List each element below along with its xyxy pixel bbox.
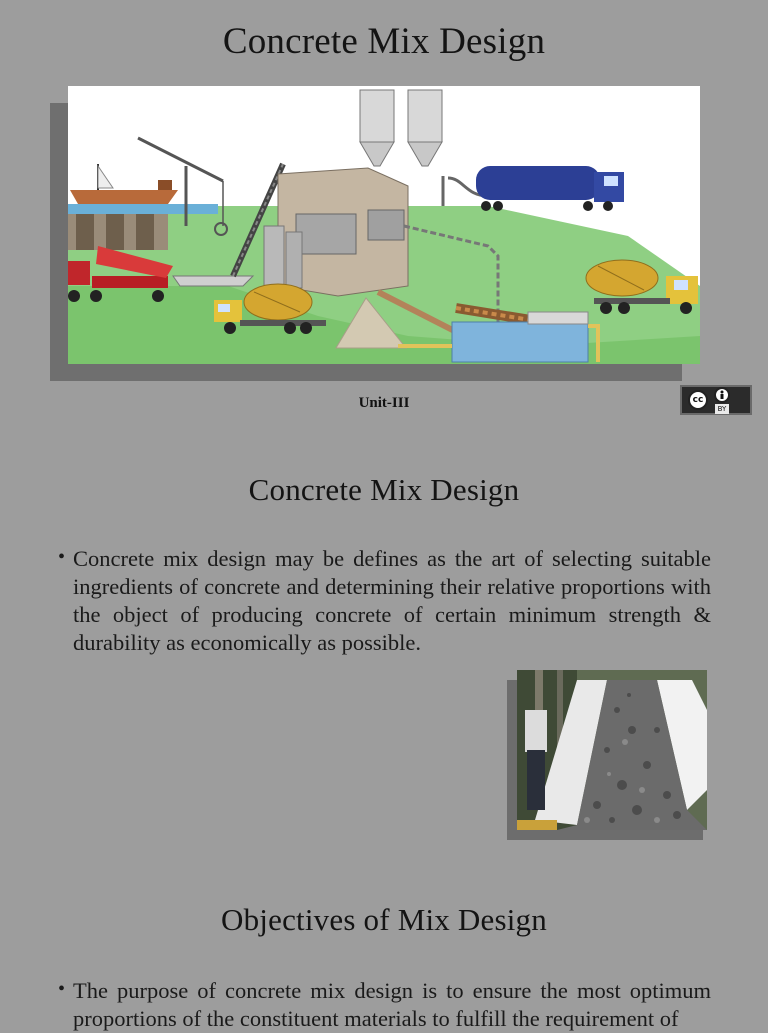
slide-title: Concrete Mix Design <box>248 472 520 507</box>
cc-icon: cc <box>688 390 708 410</box>
concrete-plant-illustration <box>68 86 700 364</box>
bullet-icon: • <box>58 978 66 1000</box>
slide-title: Objectives of Mix Design <box>221 902 547 937</box>
bullet-text: The purpose of concrete mix design is to ensure the most optimum proportions of the constituent materials to fulfill the requirement of <box>73 978 711 1031</box>
unit-label: Unit-III <box>358 395 410 411</box>
attribution-group <box>714 387 730 414</box>
slide-title: Concrete Mix Design <box>222 21 546 62</box>
bullet-icon: • <box>58 546 66 568</box>
by-label: BY <box>715 404 730 414</box>
concrete-pour-photo <box>517 670 707 830</box>
attribution-icon <box>714 387 730 403</box>
cc-license-badge[interactable] <box>680 385 752 415</box>
bullet-text: Concrete mix design may be defines as the art of selecting suitable ingredients of concrete and determining their relative proportions with the object of producing concrete of certain minimum strength & durability as economically as possible. <box>73 546 711 655</box>
